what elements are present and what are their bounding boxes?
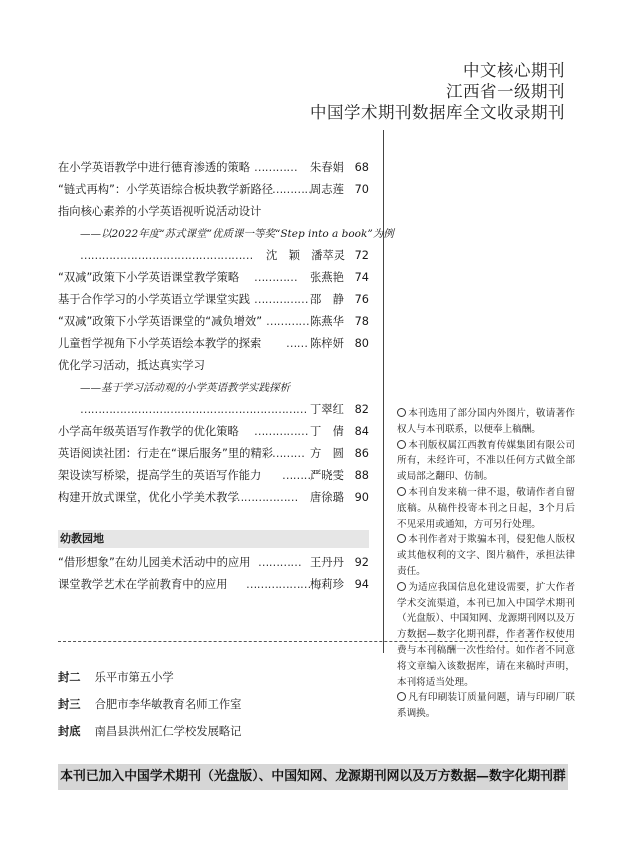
circle-bullet-icon <box>397 692 406 701</box>
toc-entry-page: 76 <box>354 293 369 306</box>
note-item <box>397 406 575 438</box>
toc-entry-title: “双减”政策下小学英语课堂教学策略 <box>58 271 240 284</box>
note-text: 本刊版权属江西教育传媒集团有限公司所有，未经许可，不准以任何方式做全部或局部之翻印、仿制。 <box>397 439 575 483</box>
toc-entry-page: 72 <box>354 249 369 262</box>
note-text: 为适应我国信息化建设需要，扩大作者学术交流渠道，本刊已加入中国学术期刊（光盘版）、中国知网、龙源期刊网以及万方数据—数字化期刊群，作者著作权使用费与本刊稿酬一次性给付。如作者不同意将文章编入该数据库，请在来稿时声明，本刊将适当处理。 <box>397 581 575 688</box>
toc-entry-title: 优化学习活动，抵达真实学习 <box>58 359 205 372</box>
toc-entry[interactable] <box>58 289 369 311</box>
note-item <box>397 532 575 579</box>
dashed-divider <box>58 641 568 642</box>
column-divider <box>383 130 384 653</box>
toc-entry-author: 丁 倩 <box>310 425 344 438</box>
note-item <box>397 690 575 722</box>
toc-leader-dots: ……………………………………………………… <box>80 403 307 416</box>
circle-bullet-icon <box>397 534 406 543</box>
database-banner <box>58 764 568 790</box>
toc-entry-subtitle-text: ——基于学习活动观的小学英语教学实践探析 <box>80 382 290 394</box>
toc-leader-dots: …… <box>286 337 308 350</box>
toc-leader-dots: ………………………………………… <box>80 249 253 262</box>
toc-entry-title: 在小学英语教学中进行德育渗透的策略 <box>58 161 251 174</box>
masthead-line-2: 江西省一级期刊 <box>446 82 565 101</box>
toc-entry[interactable] <box>58 179 369 201</box>
toc-entry-author: 严晓雯 <box>310 469 344 482</box>
toc-leader-dots: ………… <box>258 556 302 569</box>
section-title: 幼教园地 <box>60 532 104 545</box>
toc-entry-author: 陈梓妍 <box>310 337 344 350</box>
note-text: 凡有印刷装订质量问题，请与印刷厂联系调换。 <box>397 692 575 720</box>
toc-entry-title: 课堂教学艺术在学前教育中的应用 <box>58 578 228 591</box>
note-item <box>397 438 575 485</box>
toc-entry-page: 94 <box>354 578 369 591</box>
circle-bullet-icon <box>397 408 406 417</box>
cover-credit-key: 封二 <box>58 671 81 684</box>
toc-entry-title: “借形想象”在幼儿园美术活动中的应用 <box>58 556 251 569</box>
toc-entry[interactable] <box>58 157 369 179</box>
note-text: 本刊自发来稿一律不退，敬请作者自留底稿。从稿件投寄本刊之日起，3个月后不见采用或通知，方可另行处理。 <box>397 486 575 530</box>
note-item <box>397 485 575 532</box>
toc-entry-title: 基于合作学习的小学英语立学课堂实践 <box>58 293 251 306</box>
cover-credit-key: 封三 <box>58 698 81 711</box>
note-item <box>397 580 575 691</box>
toc-entry-byline <box>58 245 369 267</box>
toc-entry-page: 74 <box>354 271 369 284</box>
toc-entry-page: 82 <box>354 403 369 416</box>
toc-entry-author: 周志莲 <box>310 183 344 196</box>
section-header <box>58 530 369 548</box>
toc-leader-dots: ………… <box>272 183 316 196</box>
masthead <box>310 60 565 123</box>
editorial-notes <box>397 406 575 722</box>
toc-entry-subtitle <box>58 223 394 245</box>
toc-entry[interactable] <box>58 333 369 355</box>
database-banner-text: 本刊已加入中国学术期刊（光盘版）、中国知网、龙源期刊网以及万方数据—数字化期刊群 <box>60 769 566 784</box>
toc-entry-page: 88 <box>354 469 369 482</box>
cover-credit <box>58 691 241 718</box>
toc-leader-dots: ……………… <box>246 578 311 591</box>
toc-entry-author: 丁翠红 <box>310 403 344 416</box>
toc-entry-author: 邵 静 <box>310 293 344 306</box>
toc-entry[interactable] <box>58 574 369 596</box>
toc-entry-page: 92 <box>354 556 369 569</box>
cover-credit-text: 南昌县洪州汇仁学校发展略记 <box>94 725 242 738</box>
toc-entry[interactable] <box>58 443 369 465</box>
toc-entry-title: 英语阅读社团：行走在“课后服务”里的精彩 <box>58 447 274 460</box>
masthead-line-1: 中文核心期刊 <box>463 61 565 80</box>
toc-leader-dots: ……………… <box>233 491 298 504</box>
cover-credit-key: 封底 <box>58 725 81 738</box>
toc-entry[interactable] <box>58 421 369 443</box>
table-of-contents-section-2 <box>58 552 369 596</box>
toc-entry-page: 78 <box>354 315 369 328</box>
circle-bullet-icon <box>397 582 406 591</box>
toc-entry-page: 86 <box>354 447 369 460</box>
toc-entry-page: 90 <box>354 491 369 504</box>
toc-entry-author: 陈燕华 <box>310 315 344 328</box>
circle-bullet-icon <box>397 487 406 496</box>
toc-entry-author: 唐徐璐 <box>310 491 344 504</box>
toc-entry-author: 王丹丹 <box>310 556 344 569</box>
toc-entry-title: 小学高年级英语写作教学的优化策略 <box>58 425 239 438</box>
cover-credit <box>58 718 241 745</box>
toc-entry-title: 指向核心素养的小学英语视听说活动设计 <box>58 205 262 218</box>
cover-credit-text: 合肥市李华敏教育名师工作室 <box>94 698 242 711</box>
toc-entry[interactable] <box>58 355 369 377</box>
toc-leader-dots: ………… <box>254 271 298 284</box>
toc-entry-title: 构建开放式课堂，优化小学美术教学 <box>58 491 239 504</box>
toc-entry-page: 68 <box>354 161 369 174</box>
toc-entry-title: “双减”政策下小学英语课堂的“减负增效” <box>58 315 263 328</box>
masthead-line-3: 中国学术期刊数据库全文收录期刊 <box>310 103 565 122</box>
toc-entry-author: 梅莉珍 <box>310 578 344 591</box>
toc-entry-page: 80 <box>354 337 369 350</box>
toc-entry-title: 架设读写桥梁，提高学生的英语写作能力 <box>58 469 262 482</box>
note-text: 本刊作者对于欺骗本刊，侵犯他人版权或其他权利的文字、图片稿件，承担法律责任。 <box>397 534 575 577</box>
toc-leader-dots: …………… <box>254 293 308 306</box>
toc-entry-byline <box>58 399 369 421</box>
toc-entry[interactable] <box>58 465 369 487</box>
toc-entry-author: 方 圆 <box>310 447 344 460</box>
toc-entry-author: 沈 颖 潘萃灵 <box>266 249 346 262</box>
cover-credits <box>58 664 241 745</box>
toc-entry[interactable] <box>58 311 369 333</box>
toc-entry-subtitle-text: ——以2022年度“苏式课堂”优质课一等奖“Step into a book”为例 <box>80 228 394 240</box>
toc-entry-title: 儿童哲学视角下小学英语绘本教学的探索 <box>58 337 262 350</box>
toc-leader-dots: ………… <box>266 315 310 328</box>
toc-entry[interactable] <box>58 487 369 509</box>
toc-leader-dots: ……… <box>272 447 305 460</box>
toc-entry[interactable] <box>58 201 369 223</box>
toc-entry[interactable] <box>58 267 369 289</box>
toc-leader-dots: ……… <box>282 469 315 482</box>
toc-entry-author: 朱春娟 <box>310 161 344 174</box>
circle-bullet-icon <box>397 440 406 449</box>
toc-entry-page: 70 <box>354 183 369 196</box>
table-of-contents <box>58 157 394 509</box>
toc-leader-dots: ………… <box>254 161 298 174</box>
toc-entry-title: “链式再构”：小学英语综合板块教学新路径 <box>58 183 274 196</box>
cover-credit <box>58 664 241 691</box>
toc-entry-page: 84 <box>354 425 369 438</box>
cover-credit-text: 乐平市第五小学 <box>94 671 174 684</box>
toc-entry-subtitle <box>58 377 369 399</box>
toc-leader-dots: …………… <box>254 425 308 438</box>
toc-entry[interactable] <box>58 552 369 574</box>
note-text: 本刊选用了部分国内外图片，敬请著作权人与本刊联系，以便奉上稿酬。 <box>397 408 575 435</box>
toc-entry-author: 张燕艳 <box>310 271 344 284</box>
